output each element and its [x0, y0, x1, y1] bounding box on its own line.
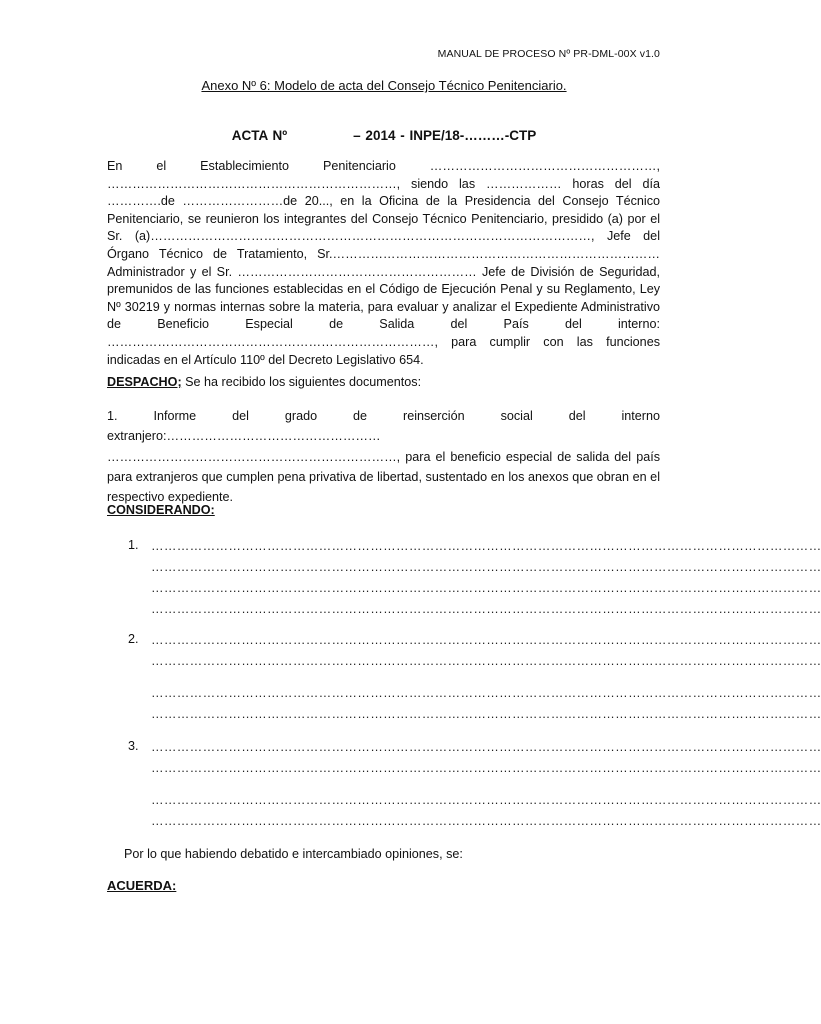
considerando-item-2	[128, 632, 821, 722]
blank-line: …………………………………………………………………………………………………………………………………………	[151, 814, 821, 828]
informe-text: 1. Informe del grado de reinserción social del interno extranjero:…………………………………………… ……………………………………………………………, para el beneficio especial de salida del país para extranjeros que cumplen pena privativa de libertad, sustentado en los anexos que obran en el respectivo expediente.	[107, 409, 660, 505]
opening-paragraph-text: En el Establecimiento Penitenciario ………………………………………………, ……………………………………………………………, siendo las ……………… horas del día ………….de ……………………de 20..., en la Oficina de la Presidencia del Consejo Técnico Penitenciario, se reunieron los integrantes del Consejo Técnico Penitenciario, presidido (a) por el Sr. (a)……………………………………………………………………………………………, Jefe del Órgano Técnico de Tratamiento, Sr.…………………………………………………………………… Administrador y el Sr. ………………………………………………… Jefe de División de Seguridad, premunidos de las funciones establecidas en el Código de Ejecución Penal y su Reglamento, Ley Nº 30219 y normas internas sobre la materia, para evaluar y analizar el Expediente Administrativo de Beneficio Especial de Salida del País del interno: ……………………………………………………………………, para cumplir con las funciones indicadas en el Artículo 110º del Decreto Legislativo 654.	[107, 159, 660, 367]
despacho-line	[107, 374, 421, 392]
considerando-label: CONSIDERANDO:	[107, 503, 215, 517]
manual-reference: MANUAL DE PROCESO Nº PR-DML-00X v1.0	[437, 48, 660, 60]
blank-line: …………………………………………………………………………………………………………………………………………	[151, 602, 821, 616]
item-number: 1.	[128, 538, 139, 552]
blank-line: …………………………………………………………………………………………………………………………………………	[151, 581, 821, 595]
blank-line: …………………………………………………………………………………………………………………………………………	[151, 686, 821, 700]
despacho-text: Se ha recibido los siguientes documentos:	[185, 375, 422, 389]
blank-line: …………………………………………………………………………………………………………………………………………	[151, 707, 821, 721]
blank-line: …………………………………………………………………………………………………………………………………………	[151, 560, 821, 574]
despacho-label: DESPACHO;	[107, 375, 182, 389]
blank-line: …………………………………………………………………………………………………………………………………………	[151, 539, 821, 553]
blank-line: …………………………………………………………………………………………………………………………………………	[151, 740, 821, 754]
blank-line: …………………………………………………………………………………………………………………………………………	[151, 633, 821, 647]
blank-line: …………………………………………………………………………………………………………………………………………	[151, 654, 821, 668]
acuerda-label: ACUERDA:	[107, 878, 177, 893]
acta-suffix: – 2014 - INPE/18-………-CTP	[353, 128, 537, 143]
acta-title	[0, 128, 768, 143]
annex-title: Anexo Nº 6: Modelo de acta del Consejo Técnico Penitenciario.	[201, 78, 567, 93]
informe-paragraph	[107, 406, 660, 507]
blank-line: …………………………………………………………………………………………………………………………………………	[151, 793, 821, 807]
considerando-item-1	[128, 538, 821, 618]
blank-line: …………………………………………………………………………………………………………………………………………	[151, 761, 821, 775]
opening-paragraph	[107, 158, 660, 369]
debate-text: Por lo que habiendo debatido e intercambiado opiniones, se:	[124, 847, 463, 861]
item-number: 3.	[128, 739, 139, 753]
considerando-item-3	[128, 739, 821, 829]
item-number: 2.	[128, 632, 139, 646]
acta-prefix: ACTA Nº	[231, 128, 288, 143]
